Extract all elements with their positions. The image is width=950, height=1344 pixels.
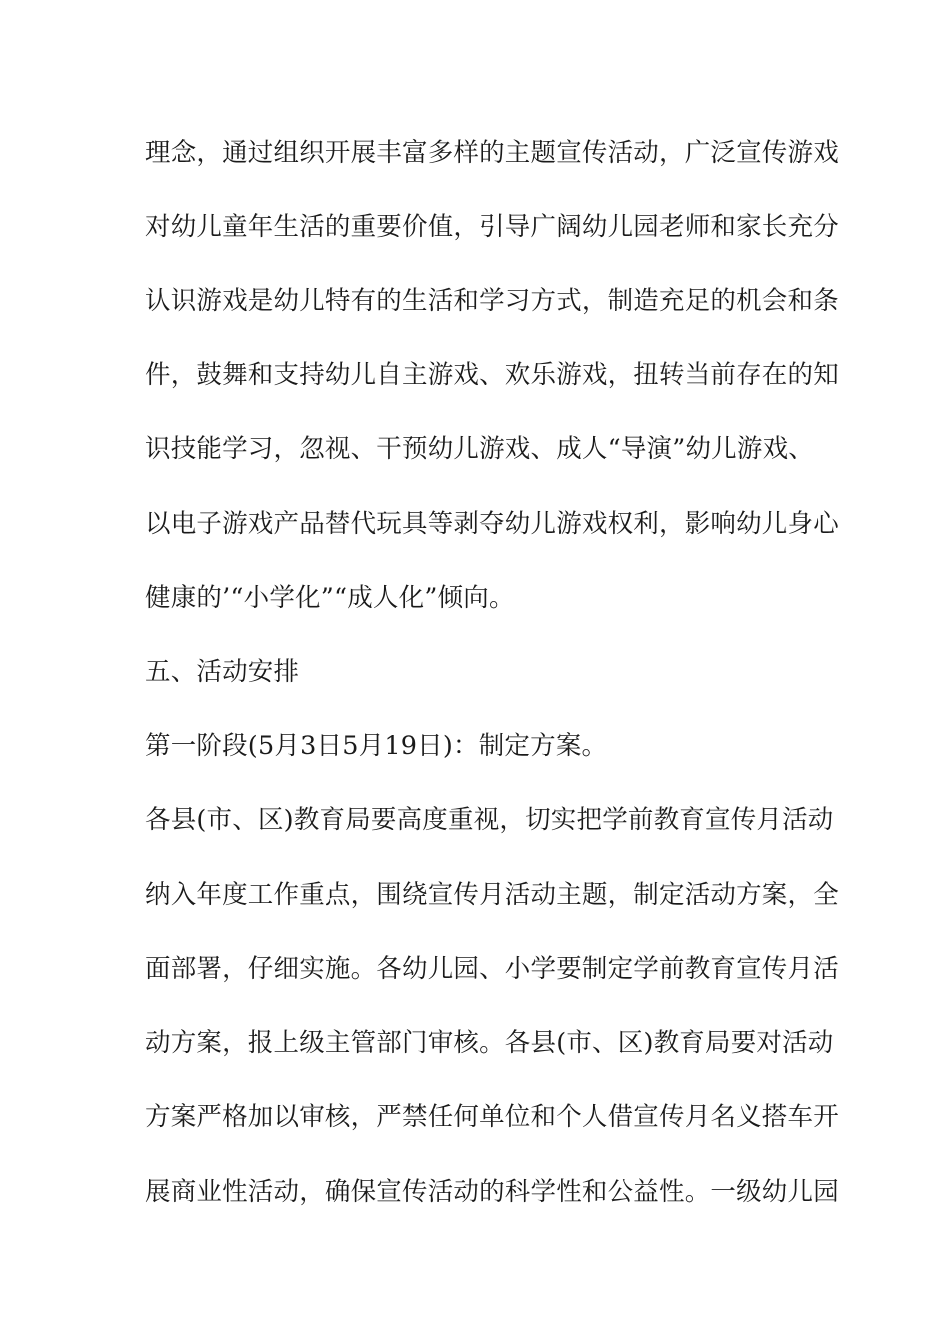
- paragraph-line: 认识游戏是幼儿特有的生活和学习方式，制造充足的机会和条: [145, 286, 839, 316]
- paragraph-line: 展商业性活动，确保宣传活动的科学性和公益性。一级幼儿园: [145, 1177, 839, 1207]
- paragraph-line: 方案严格加以审核，严禁任何单位和个人借宣传月名义搭车开: [145, 1102, 839, 1132]
- paragraph-line: 纳入年度工作重点，围绕宣传月活动主题，制定活动方案，全: [145, 880, 839, 910]
- section-heading: 五、活动安排: [145, 657, 300, 687]
- paragraph-line: 动方案，报上级主管部门审核。各县(市、区)教育局要对活动: [145, 1028, 834, 1058]
- paragraph-line: 识技能学习，忽视、干预幼儿游戏、成人“导演”幼儿游戏、: [145, 434, 814, 464]
- paragraph-line: 件，鼓舞和支持幼儿自主游戏、欢乐游戏，扭转当前存在的知: [145, 360, 839, 390]
- paragraph-line: 以电子游戏产品替代玩具等剥夺幼儿游戏权利，影响幼儿身心: [145, 509, 839, 539]
- paragraph-line: 理念，通过组织开展丰富多样的主题宣传活动，广泛宣传游戏: [145, 138, 839, 168]
- paragraph-line: 各县(市、区)教育局要高度重视，切实把学前教育宣传月活动: [145, 805, 834, 835]
- paragraph-line: 对幼儿童年生活的重要价值，引导广阔幼儿园老师和家长充分: [145, 212, 839, 242]
- phase-heading: 第一阶段(5月3日5月19日)：制定方案。: [145, 731, 608, 761]
- paragraph-line: 面部署，仔细实施。各幼儿园、小学要制定学前教育宣传月活: [145, 954, 839, 984]
- paragraph-line: 健康的’“小学化”“成人化”倾向。: [145, 583, 515, 613]
